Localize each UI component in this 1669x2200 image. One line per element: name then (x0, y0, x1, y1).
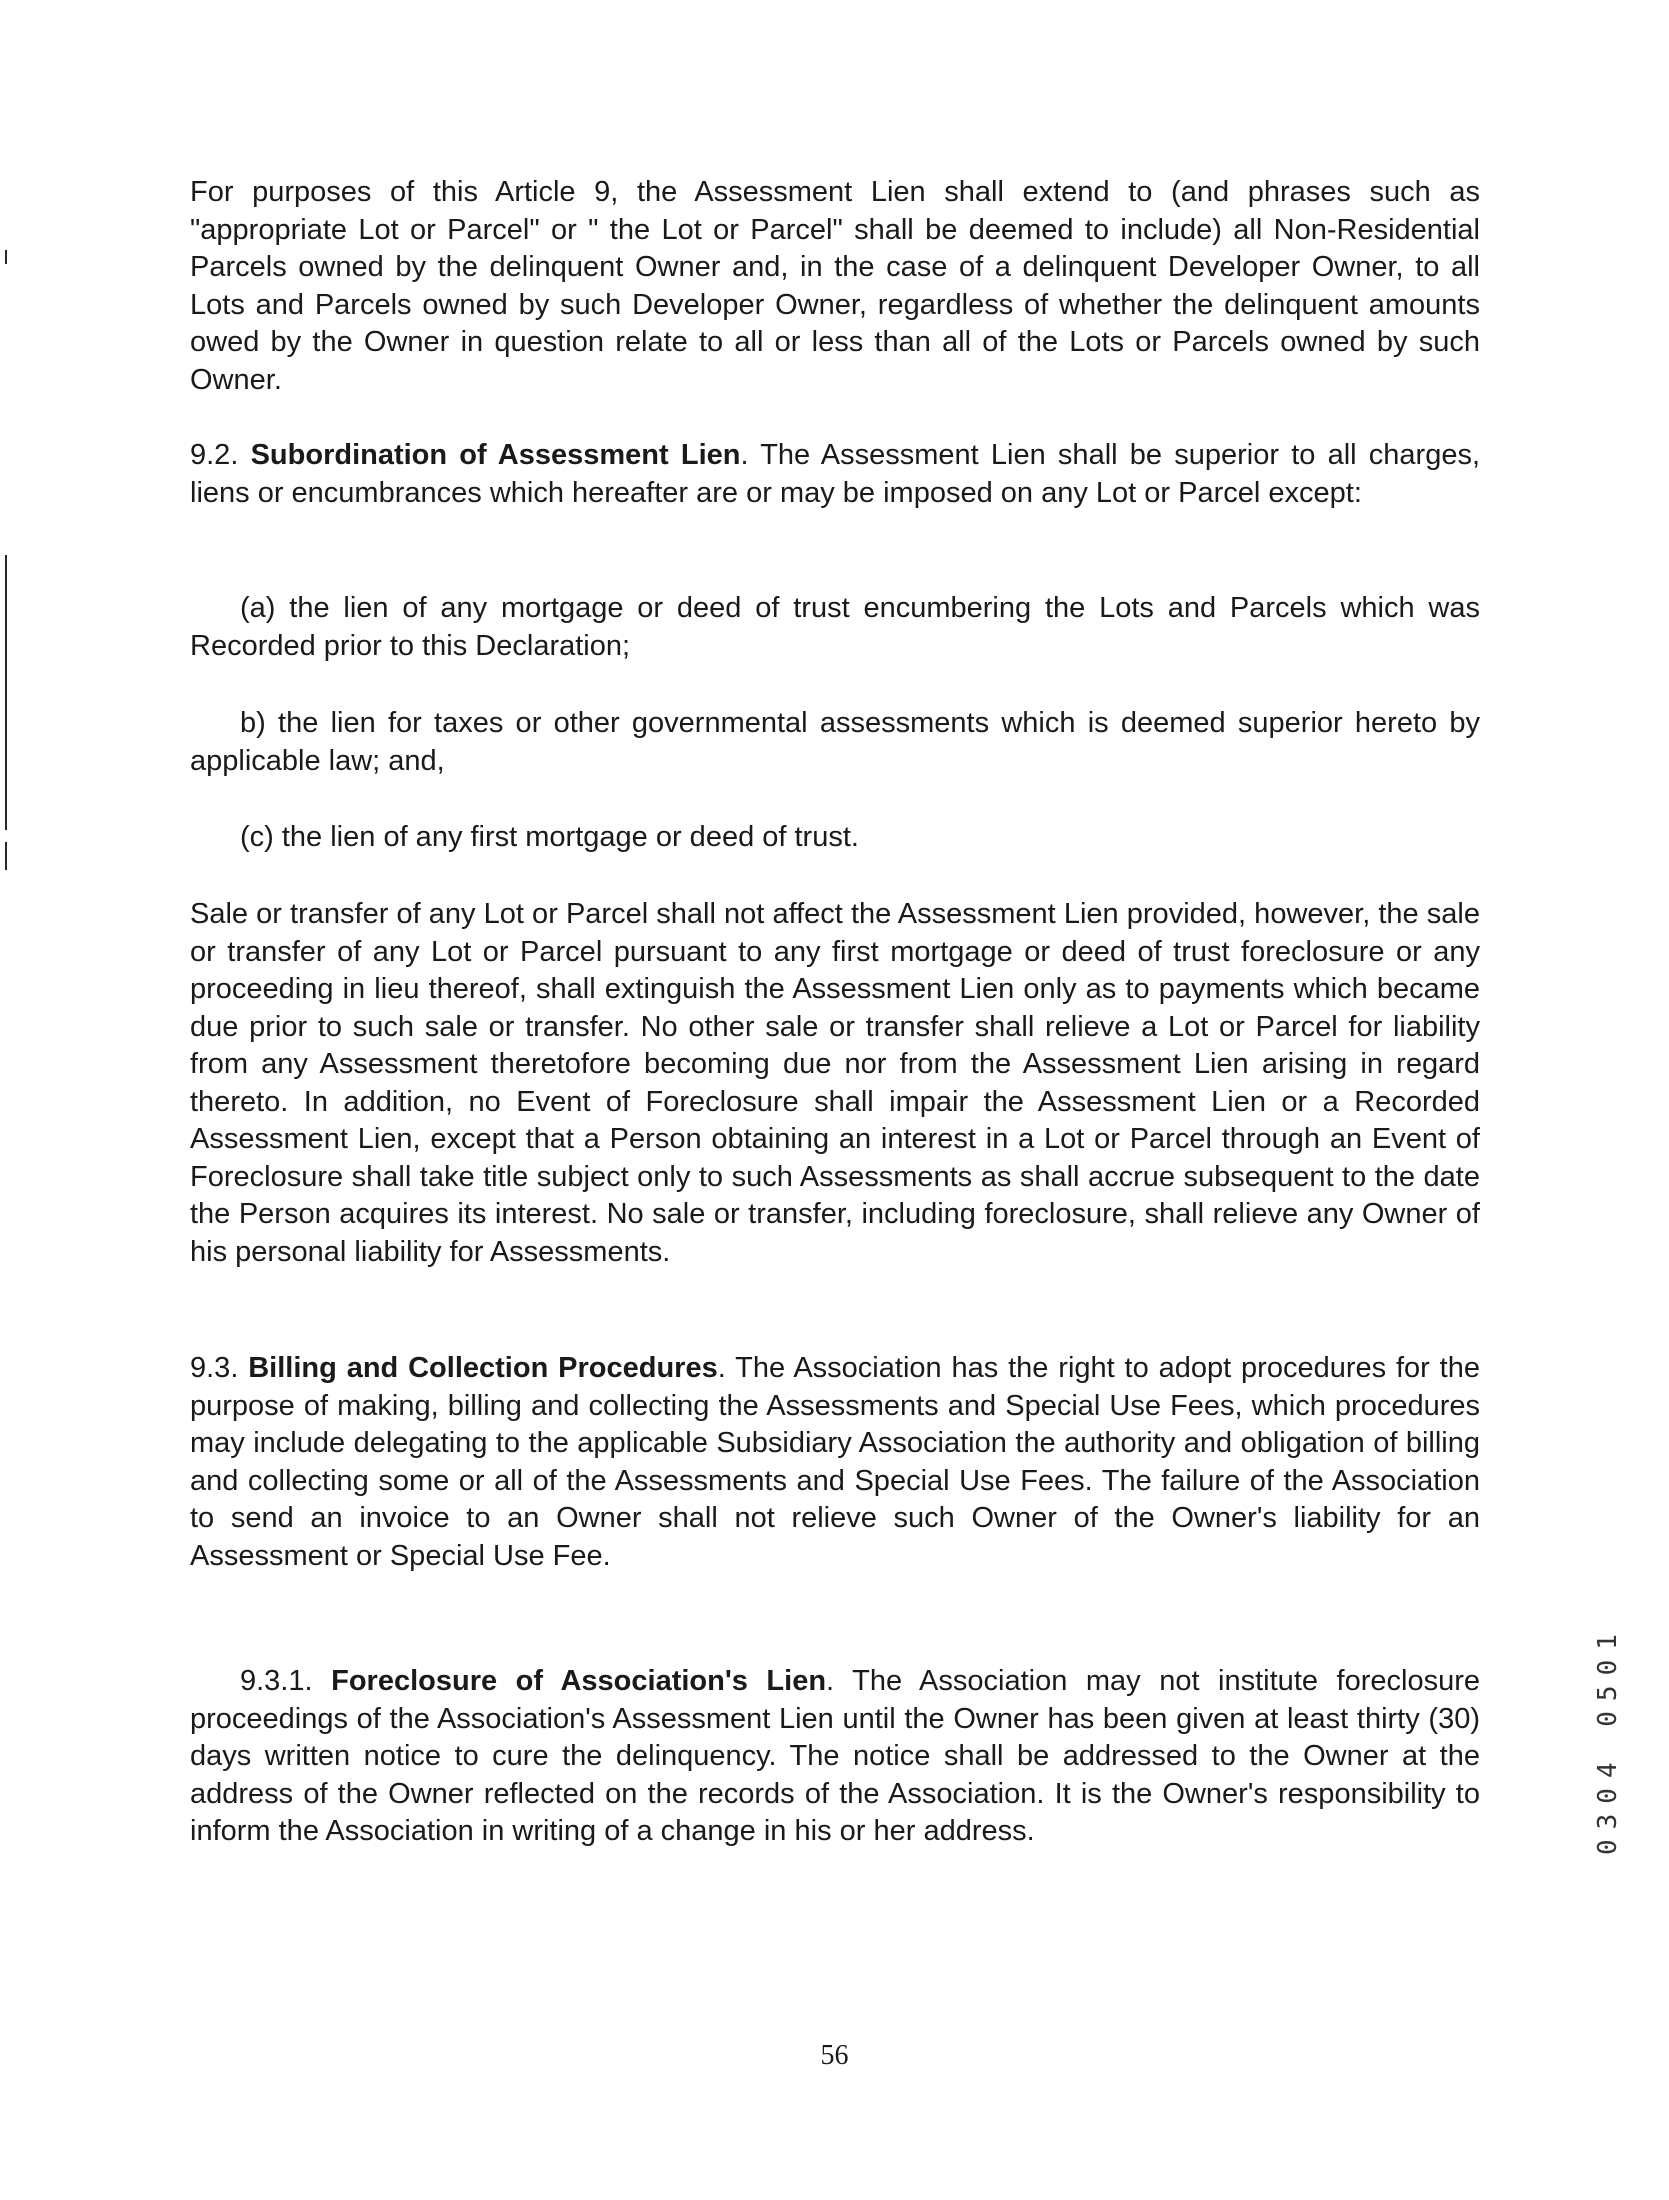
scan-margin-mark (5, 555, 7, 830)
section-body: . The Association has the right to adopt procedures for the purpose of making, billing and collecting the Assessments and Special Use Fees, which procedures may include delegating to the applicable Subsidiary Association the authority and obligation of billing and collecting some or all of the Assessments and Special Use Fees. The failure of the Association to send an invoice to an Owner shall not relieve such Owner of the Owner's liability for an Assessment or Special Use Fee. (190, 1352, 1480, 1572)
section-number: 9.2. (190, 439, 251, 471)
scan-margin-mark (5, 842, 7, 870)
section-number: 9.3.1. (240, 1665, 332, 1697)
list-item-b: b) the lien for taxes or other governmental assessments which is deemed superior hereto by applicable law; and, (190, 707, 1480, 777)
recording-stamp: 0304 0501 (1593, 1624, 1623, 1856)
section-body: . The Assessment Lien shall be superior to all charges, liens or encumbrances which hereafter are or may be imposed on any Lot or Parcel except: (190, 439, 1481, 509)
section-9-3-1-paragraph (190, 1663, 1480, 1851)
page-number: 56 (820, 2040, 849, 2071)
section-heading: Billing and Collection Procedures (248, 1352, 718, 1384)
scan-margin-mark (5, 250, 7, 264)
section-body: . The Association may not institute foreclosure proceedings of the Association's Assessment Lien until the Owner has been given at least thirty (30) days written notice to cure the delinquency. The notice shall be addressed to the Owner at the address of the Owner reflected on the records of the Association. It is the Owner's responsibility to inform the Association in writing of a change in his or her address. (190, 1665, 1480, 1847)
sale-or-transfer-paragraph: Sale or transfer of any Lot or Parcel shall not affect the Assessment Lien provided, however, the sale or transfer of any Lot or Parcel pursuant to any first mortgage or deed of trust foreclosure or any proceeding in lieu thereof, shall extinguish the Assessment Lien only as to payments which became due prior to such sale or transfer. No other sale or transfer shall relieve a Lot or Parcel for liability from any Assessment theretofore becoming due nor from the Assessment Lien arising in regard thereto. In addition, no Event of Foreclosure shall impair the Assessment Lien or a Recorded Assessment Lien, except that a Person obtaining an interest in a Lot or Parcel through an Event of Foreclosure shall take title subject only to such Assessments as shall accrue subsequent to the date the Person acquires its interest. No sale or transfer, including foreclosure, shall relieve any Owner of his personal liability for Assessments. (190, 898, 1480, 1268)
section-heading: Foreclosure of Association's Lien (331, 1665, 827, 1697)
section-heading: Subordination of Assessment Lien (250, 439, 741, 471)
list-item-a: (a) the lien of any mortgage or deed of trust encumbering the Lots and Parcels which was Recorded prior to this Declaration; (190, 592, 1480, 662)
section-number: 9.3. (190, 1352, 249, 1384)
section-9-2-paragraph (190, 437, 1480, 512)
list-item-c: (c) the lien of any first mortgage or deed of trust. (240, 821, 859, 853)
article-9-lien-extent-paragraph: For purposes of this Article 9, the Assessment Lien shall extend to (and phrases such as "appropriate Lot or Parcel" or " the Lot or Parcel" shall be deemed to include) all Non-Residential Parcels owned by the delinquent Owner and, in the case of a delinquent Developer Owner, to all Lots and Parcels owned by such Developer Owner, regardless of whether the delinquent amounts owed by the Owner in question relate to all or less than all of the Lots or Parcels owned by such Owner. (190, 176, 1480, 396)
section-9-3-paragraph (190, 1350, 1480, 1575)
